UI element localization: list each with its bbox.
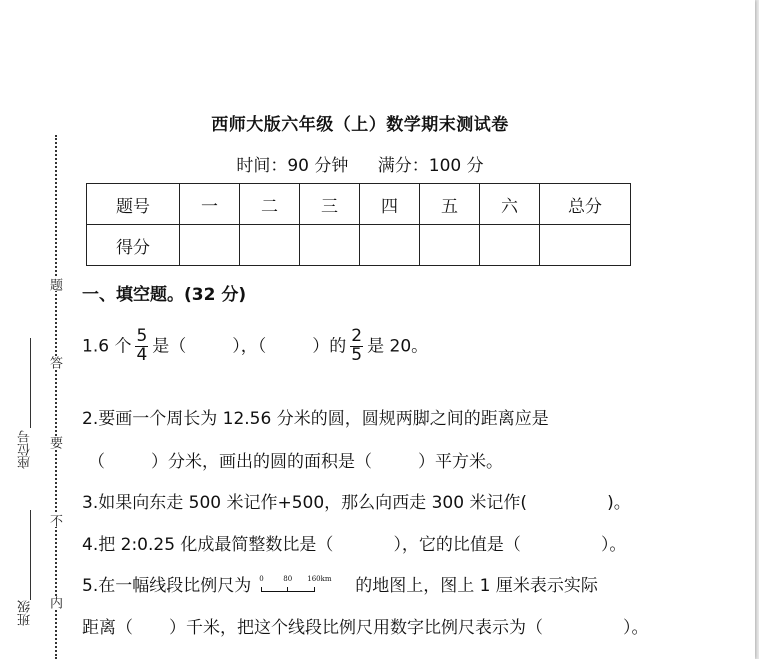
seat-number-line <box>30 338 31 428</box>
exam-title: 西师大版六年级（上）数学期末测试卷 <box>211 115 509 135</box>
class-line <box>30 510 31 600</box>
line-scale-figure <box>259 575 341 597</box>
question-1 <box>82 328 428 365</box>
score-header-cell: 四 <box>360 184 420 225</box>
q1-text: 1.6 个 <box>82 336 132 357</box>
margin-char: 答 <box>47 356 62 369</box>
question-3 <box>82 488 631 513</box>
margin-char: 要 <box>47 436 62 449</box>
score-cell[interactable] <box>420 225 480 266</box>
margin-char: 内 <box>47 596 62 609</box>
q2-text: ）分米，画出的圆的面积是（ <box>151 452 372 472</box>
score-table-score-row <box>87 225 631 266</box>
score-header-cell: 六 <box>480 184 540 225</box>
margin-char: 题 <box>47 278 62 291</box>
q4-text: 4.把 2:0.25 化成最简整数比是（ <box>82 535 334 555</box>
margin-char: 不 <box>47 514 62 527</box>
question-4 <box>82 530 626 555</box>
class-label: 班级 <box>18 600 33 626</box>
score-header-cell: 题号 <box>87 184 180 225</box>
score-cell[interactable] <box>360 225 420 266</box>
q5-text: 距离（ <box>82 618 133 638</box>
score-header-cell: 总分 <box>540 184 631 225</box>
scale-tick-label: 80 <box>283 575 293 583</box>
fraction-denominator: 4 <box>136 344 148 365</box>
scale-mid-tick <box>287 587 288 591</box>
score-header-cell: 一 <box>180 184 240 225</box>
q5-text: ）千米，把这个线段比例尺用数字比例尺表示为（ <box>169 618 543 638</box>
score-cell[interactable] <box>480 225 540 266</box>
q4-text: ）。 <box>600 535 627 555</box>
q2-text: （ <box>88 452 105 472</box>
fraction-5-4 <box>135 328 148 365</box>
score-table-header-row <box>87 184 631 225</box>
binding-dotted-line <box>55 135 57 659</box>
q3-text: 3.如果向东走 500 米记作+500，那么向西走 300 米记作( <box>82 493 528 513</box>
question-2-line-1: 2.要画一个周长为 12.56 分米的圆，圆规两脚之间的距离应是 <box>82 409 549 429</box>
score-cell[interactable] <box>540 225 631 266</box>
scale-tick-label: 0 <box>259 575 264 583</box>
question-5-line-2 <box>82 613 649 638</box>
fraction-numerator: 5 <box>136 326 148 346</box>
q3-text: )。 <box>607 493 631 513</box>
full-score: 满分：100 分 <box>377 156 484 176</box>
q1-text: ）的 <box>312 336 347 357</box>
score-cell[interactable] <box>240 225 300 266</box>
q1-text: 是（ <box>152 336 187 357</box>
q5-text: 的地图上，图上 1 厘米表示实际 <box>355 576 598 596</box>
q5-text: ）。 <box>623 618 649 638</box>
score-cell[interactable] <box>180 225 240 266</box>
scale-bar <box>261 587 315 592</box>
q1-text: 是 20。 <box>367 336 429 357</box>
score-table <box>86 183 631 266</box>
score-header-cell: 五 <box>420 184 480 225</box>
scale-tick-label: 160km <box>307 575 332 583</box>
seat-number-label: 座位号 <box>18 430 33 469</box>
score-cell[interactable] <box>300 225 360 266</box>
question-5-line-1 <box>82 571 598 597</box>
score-header-cell: 二 <box>240 184 300 225</box>
fraction-2-5 <box>350 328 363 365</box>
score-row-label: 得分 <box>87 225 180 266</box>
q4-text: ），它的比值是（ <box>393 535 521 555</box>
score-header-cell: 三 <box>300 184 360 225</box>
q1-text: ），（ <box>232 336 267 357</box>
fraction-numerator: 2 <box>351 326 363 346</box>
exam-meta <box>0 151 720 176</box>
fraction-denominator: 5 <box>351 344 363 365</box>
question-2-line-2 <box>88 447 503 472</box>
time-limit: 时间：90 分钟 <box>236 156 349 176</box>
section-heading: 一、填空题。(32 分) <box>82 285 247 305</box>
q5-text: 5.在一幅线段比例尺为 <box>82 576 252 596</box>
q2-text: ）平方米。 <box>418 452 503 472</box>
